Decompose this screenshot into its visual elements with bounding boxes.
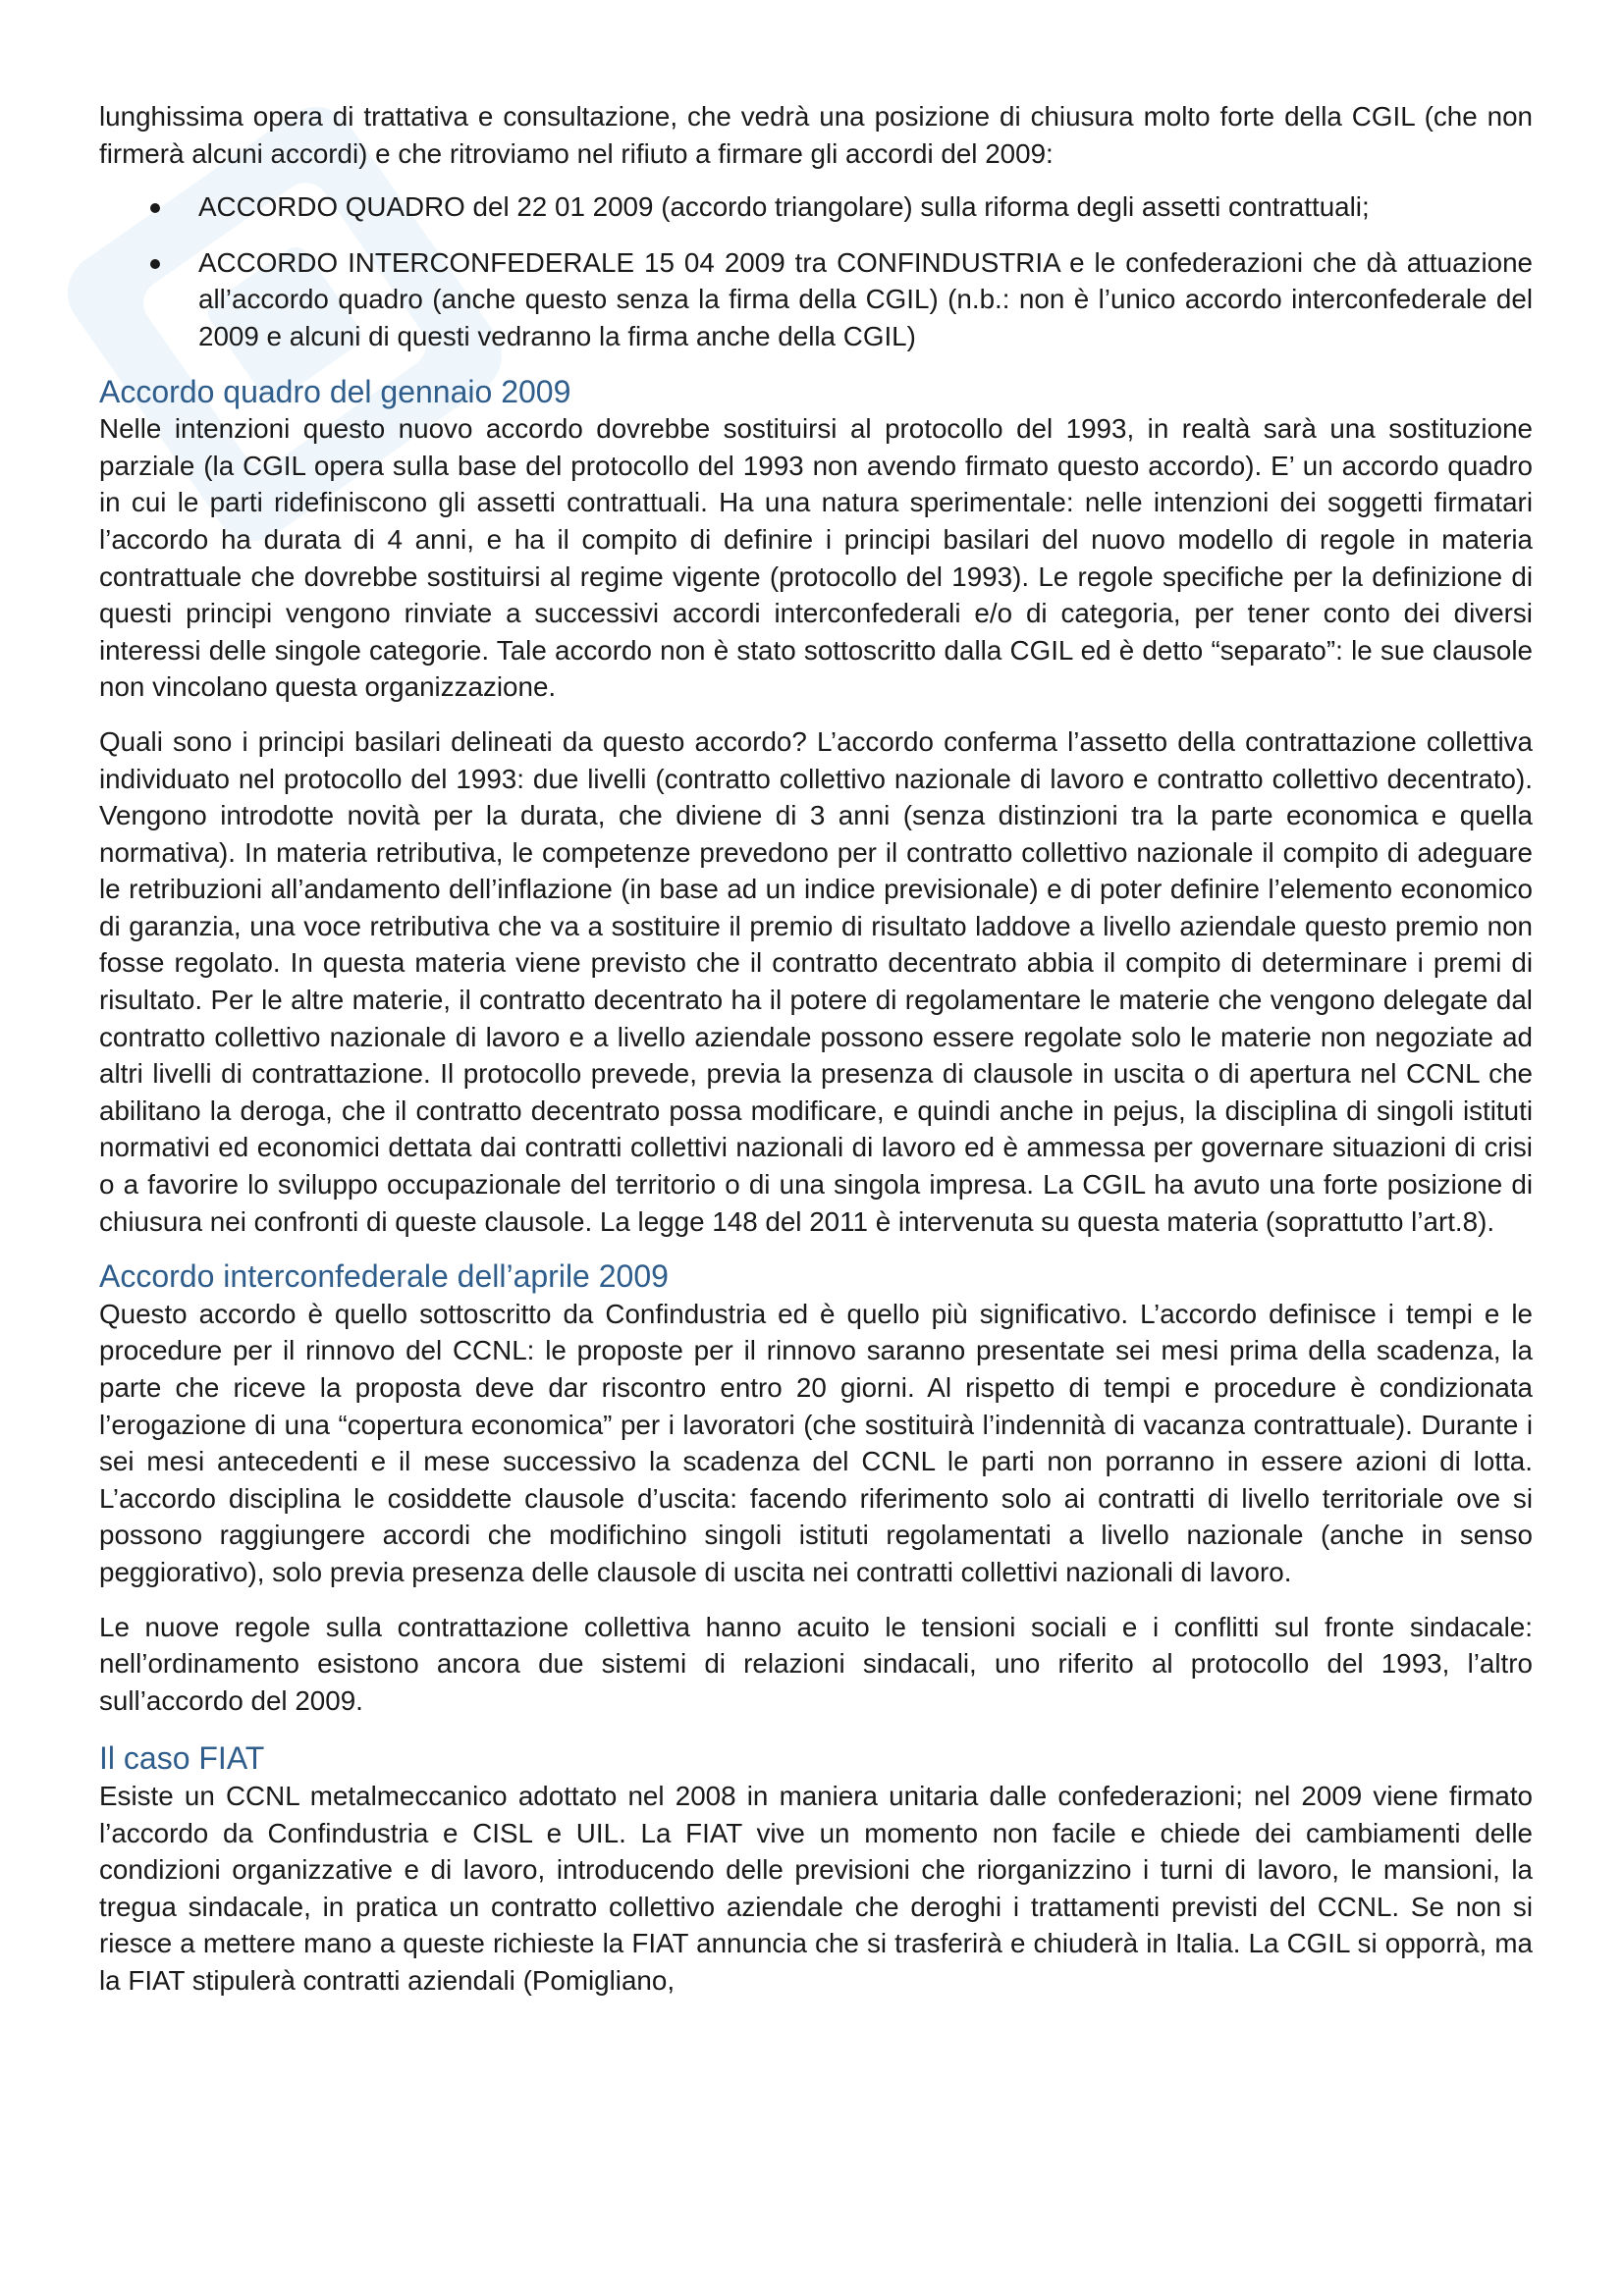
list-item-text: ACCORDO INTERCONFEDERALE 15 04 2009 tra CONFINDUSTRIA e le confederazioni che dà attuazione all’accordo quadro (anche questo senza la firma della CGIL) (n.b.: non è l’unico accordo interconfederale del 2009 e alcuni di questi vedranno la firma anche della CGIL) [198,246,1533,351]
section-paragraph: Nelle intenzioni questo nuovo accordo dovrebbe sostituirsi al protocollo del 1993, in realtà sarà una sostituzione parziale (la CGIL opera sulla base del protocollo del 1993 non avendo firmato questo accordo). E’ un accordo quadro in cui le parti ridefiniscono gli assetti contrattuali. Ha una natura sperimentale: nelle intenzioni dei soggetti firmatari l’accordo ha durata di 4 anni, e ha il compito di definire i principi basilari del nuovo modello di regole in materia contrattuale che dovrebbe sostituirsi al regime vigente (protocollo del 1993). Le regole specifiche per la definizione di questi principi vengono rinviate a successivi accordi interconfederali e/o di categoria, per tener conto dei diversi interessi delle singole categorie. Tale accordo non è stato sottoscritto dalla CGIL ed è detto “separato”: le sue clausole non vincolano questa organizzazione. [99,413,1533,703]
list-item [99,244,1533,355]
section-paragraph: Questo accordo è quello sottoscritto da Confindustria ed è quello più significativo. L’accordo definisce i tempi e le procedure per il rinnovo del CCNL: le proposte per il rinnovo saranno presentate sei mesi prima della scadenza, la parte che riceve la proposta deve dar riscontro entro 20 giorni. Al rispetto di tempi e procedure è condizionata l’erogazione di una “copertura economica” per i lavoratori (che sostituirà l’indennità di vacanza contrattuale). Durante i sei mesi antecedenti e il mese successivo la scadenza del CCNL le parti non porranno in essere azioni di lotta. L’accordo disciplina le cosiddette clausole d’uscita: facendo riferimento solo ai contratti di livello territoriale ove si possono raggiungere accordi che modifichino singoli istituti regolamentati a livello nazionale (anche in senso peggiorativo), solo previa presenza delle clausole di uscita nei contratti collettivi nazionali di lavoro. [99,1298,1533,1587]
section-heading-accordo-interconfederale: Accordo interconfederale dell’aprile 2009 [99,1258,669,1295]
section-heading-caso-fiat: Il caso FIAT [99,1740,265,1777]
section-paragraph: Le nuove regole sulla contrattazione collettiva hanno acuito le tensioni sociali e i conflitti sul fronte sindacale: nell’ordinamento esistono ancora due sistemi di relazioni sindacali, uno riferito al protocollo del 1993, l’altro sull’accordo del 2009. [99,1611,1533,1716]
section-paragraph: Quali sono i principi basilari delineati da questo accordo? L’accordo conferma l’assetto della contrattazione collettiva individuato nel protocollo del 1993: due livelli (contratto collettivo nazionale di lavoro e contratto collettivo decentrato). Vengono introdotte novità per la durata, che diviene di 3 anni (senza distinzioni tra la parte economica e quella normativa). In materia retributiva, le competenze prevedono per il contratto collettivo nazionale il compito di adeguare le retribuzioni all’andamento dell’inflazione (in base ad un indice previsionale) e di poter definire l’elemento economico di garanzia, una voce retributiva che va a sostituire il premio di risultato laddove a livello aziendale questo premio non fosse regolato. In questa materia viene previsto che il contratto decentrato abbia il compito di determinare i premi di risultato. Per le altre materie, il contratto decentrato ha il potere di regolamentare le materie che vengono delegate dal contratto collettivo nazionale di lavoro e a livello aziendale possono essere regolate solo le materie non negoziate ad altri livelli di contrattazione. Il protocollo prevede, previa la presenza di clausole in uscita o di apertura nel CCNL che abilitano la deroga, che il contratto decentrato possa modificare, e quindi anche in pejus, la disciplina di singoli istituti normativi ed economici dettata dai contratti collettivi nazionali di lavoro ed è ammessa per governare situazioni di crisi o a favorire lo sviluppo occupazionale del territorio o di una singola impresa. La CGIL ha avuto una forte posizione di chiusura nei confronti di queste clausole. La legge 148 del 2011 è intervenuta su questa materia (soprattutto l’art.8). [99,725,1533,1237]
intro-paragraph: lunghissima opera di trattativa e consultazione, che vedrà una posizione di chiusura molto forte della CGIL (che non firmerà alcuni accordi) e che ritroviamo nel rifiuto a firmare gli accordi del 2009: [99,101,1533,169]
section-heading-accordo-quadro: Accordo quadro del gennaio 2009 [99,373,571,409]
bullet-icon [150,203,160,213]
bullet-icon [150,259,160,269]
bullet-list [99,188,1533,354]
list-item-text: ACCORDO QUADRO del 22 01 2009 (accordo triangolare) sulla riforma degli assetti contrattuali; [198,191,1370,223]
list-item [99,188,1533,226]
section-paragraph: Esiste un CCNL metalmeccanico adottato nel 2008 in maniera unitaria dalle confederazioni; nel 2009 viene firmato l’accordo da Confindustria e CISL e UIL. La FIAT vive un momento non facile e chiede dei cambiamenti delle condizioni organizzative e di lavoro, introducendo delle previsioni che riorganizzino i turni di lavoro, le mansioni, la tregua sindacale, in pratica un contratto collettivo aziendale che deroghi i trattamenti previsti del CCNL. Se non si riesce a mettere mano a queste richieste la FIAT annuncia che si trasferirà e chiuderà in Italia. La CGIL si opporrà, ma la FIAT stipulerà contratti aziendali (Pomigliano, [99,1780,1533,1996]
document-body [99,98,1533,2000]
